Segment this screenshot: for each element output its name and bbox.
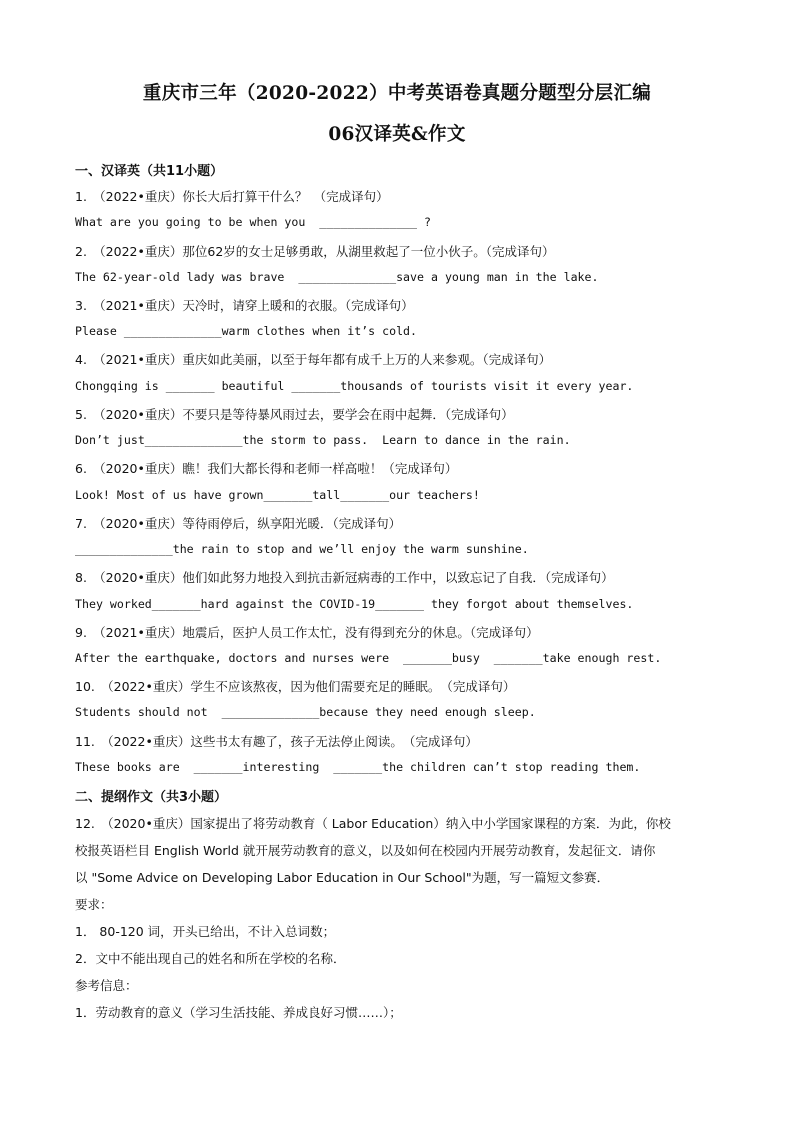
answer-line-5: Don’t just______________the storm to pass. Learn to dance in the rain. (75, 433, 571, 447)
question-3: 3. （2021•重庆）天冷时，请穿上暖和的衣服。（完成译句） (75, 298, 414, 313)
answer-line-2: The 62‐year‐old lady was brave ______________save a young man in the lake. (75, 270, 599, 284)
question-4: 4. （2021•重庆）重庆如此美丽，以至于每年都有成千上万的人来参观。（完成译句） (75, 352, 552, 367)
question-6: 6. （2020•重庆）瞧！我们大都长得和老师一样高啦！（完成译句） (75, 461, 458, 476)
question-5: 5. （2020•重庆）不要只是等待暴风雨过去，要学会在雨中起舞．（完成译句） (75, 407, 514, 422)
answer-line-8: They worked_______hard against the COVID‐19_______ they forgot about themselves. (75, 597, 634, 611)
answer-line-7: ______________the rain to stop and we’ll enjoy the warm sunshine. (75, 542, 529, 556)
question-9: 9. （2021•重庆）地震后，医护人员工作太忙，没有得到充分的休息。（完成译句） (75, 625, 539, 640)
question-8: 8. （2020•重庆）他们如此努力地投入到抗击新冠病毒的工作中，以致忘记了自我．（完成译句） (75, 570, 614, 585)
answer-line-10: Students should not ______________because they need enough sleep. (75, 705, 536, 719)
question-10: 10. （2022•重庆）学生不应该熬夜，因为他们需要充足的睡眠。 （完成译句） (75, 679, 516, 694)
writing-prompt-line-2: 校报英语栏目 English World 就开展劳动教育的意义，以及如何在校园内开展劳动教育，发起征文．请你 (75, 843, 656, 858)
document-title: 重庆市三年（2020-2022）中考英语卷真题分题型分层汇编 (142, 83, 652, 104)
question-1: 1. （2022•重庆）你长大后打算干什么？ （完成译句） (75, 189, 389, 204)
requirements-heading: 要求： (75, 897, 113, 912)
answer-line-11: These books are _______interesting _______the children can’t stop reading them. (75, 760, 641, 774)
requirement-1: 1． 80‐120 词，开头已给出，不计入总词数； (75, 924, 336, 939)
question-2: 2. （2022•重庆）那位62岁的女士足够勇敢，从湖里救起了一位小伙子。（完成译句） (75, 244, 555, 259)
question-7: 7. （2020•重庆）等待雨停后，纵享阳光暖．（完成译句） (75, 516, 402, 531)
section-heading-writing: 二、提纲作文（共3小题） (75, 790, 228, 805)
reference-info-1: 1．劳动教育的意义（学习生活技能、养成良好习惯……）； (75, 1005, 402, 1020)
writing-prompt-line-1: 12. （2020•重庆）国家提出了将劳动教育（ Labor Education）纳入中小学国家课程的方案．为此，你校 (75, 816, 671, 831)
question-11: 11. （2022•重庆）这些书太有趣了，孩子无法停止阅读。 （完成译句） (75, 734, 478, 749)
answer-line-6: Look! Most of us have grown_______tall_______our teachers! (75, 488, 480, 502)
requirement-2: 2．文中不能出现自己的姓名和所在学校的名称． (75, 951, 346, 966)
answer-line-9: After the earthquake, doctors and nurses were _______busy _______take enough rest. (75, 651, 662, 665)
section-heading-translation: 一、汉译英（共11小题） (75, 164, 224, 179)
reference-info-heading: 参考信息： (75, 978, 138, 993)
answer-line-4: Chongqing is _______ beautiful _______thousands of tourists visit it every year. (75, 379, 634, 393)
answer-line-1: What are you going to be when you ______________ ? (75, 215, 431, 229)
writing-prompt-line-3: 以 "Some Advice on Developing Labor Education in Our School"为题，写一篇短文参赛． (75, 870, 610, 885)
document-subtitle: 06汉译英&作文 (328, 124, 466, 145)
answer-line-3: Please ______________warm clothes when it’s cold. (75, 324, 418, 338)
